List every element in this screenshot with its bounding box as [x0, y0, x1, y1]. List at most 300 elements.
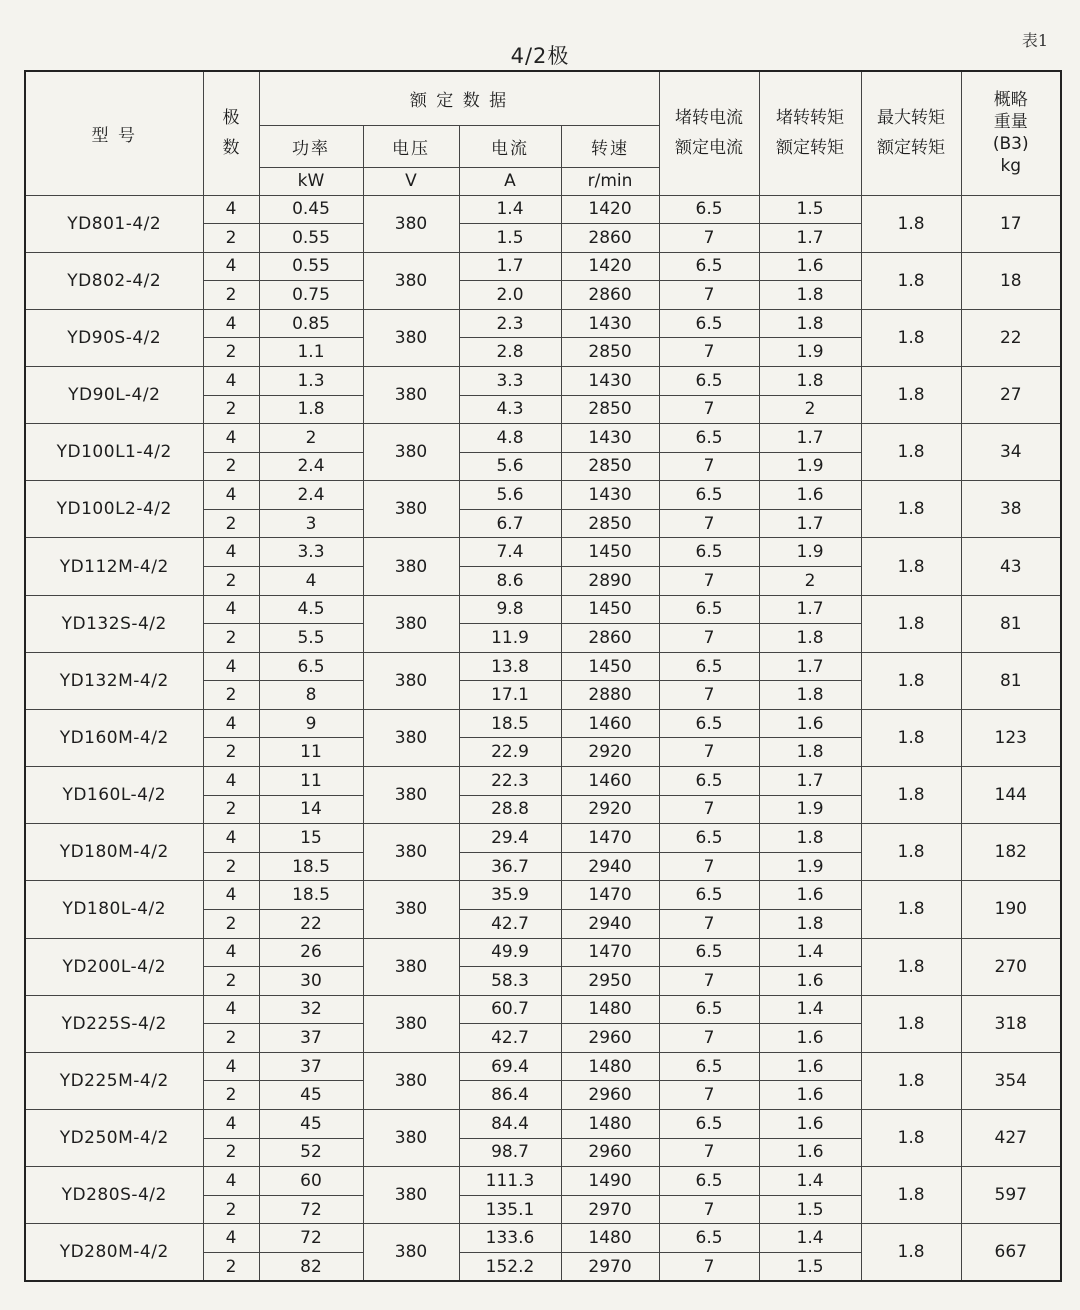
weight-cell: 81 — [961, 652, 1061, 709]
locked-torque-ratio-cell: 1.8 — [759, 309, 861, 338]
current-cell: 13.8 — [459, 652, 561, 681]
current-cell: 8.6 — [459, 567, 561, 596]
max-torque-ratio-cell: 1.8 — [861, 1052, 961, 1109]
current-cell: 22.3 — [459, 767, 561, 796]
table-row — [25, 366, 1061, 395]
locked-torque-ratio-cell: 1.9 — [759, 452, 861, 481]
header-locked-current-bottom: 额定电流 — [675, 138, 744, 159]
header-max-torque-top: 最大转矩 — [877, 108, 946, 129]
voltage-cell: 380 — [363, 709, 459, 766]
weight-cell: 182 — [961, 824, 1061, 881]
weight-cell: 318 — [961, 995, 1061, 1052]
table-row — [25, 1167, 1061, 1196]
locked-current-ratio-cell: 7 — [659, 338, 759, 367]
locked-current-ratio-cell: 6.5 — [659, 767, 759, 796]
speed-cell: 2940 — [561, 909, 659, 938]
weight-cell: 43 — [961, 538, 1061, 595]
voltage-cell: 380 — [363, 1224, 459, 1282]
power-cell: 1.1 — [259, 338, 363, 367]
power-cell: 0.55 — [259, 252, 363, 281]
weight-cell: 123 — [961, 709, 1061, 766]
table-title: 4/2极 — [510, 44, 570, 68]
max-torque-ratio-cell: 1.8 — [861, 309, 961, 366]
speed-cell: 2950 — [561, 967, 659, 996]
voltage-cell: 380 — [363, 824, 459, 881]
speed-cell: 1430 — [561, 309, 659, 338]
current-cell: 98.7 — [459, 1138, 561, 1167]
max-torque-ratio-cell: 1.8 — [861, 195, 961, 252]
speed-cell: 1430 — [561, 424, 659, 453]
speed-cell: 2940 — [561, 852, 659, 881]
locked-current-ratio-cell: 6.5 — [659, 538, 759, 567]
header-weight-l3: (B3) — [992, 134, 1029, 155]
unit-current: A — [459, 167, 561, 195]
poles-cell: 2 — [203, 681, 259, 710]
locked-current-ratio-cell: 7 — [659, 738, 759, 767]
locked-current-ratio-cell: 6.5 — [659, 595, 759, 624]
locked-torque-ratio-cell: 1.5 — [759, 195, 861, 224]
max-torque-ratio-cell: 1.8 — [861, 1224, 961, 1282]
current-cell: 49.9 — [459, 938, 561, 967]
power-cell: 18.5 — [259, 881, 363, 910]
power-cell: 37 — [259, 1052, 363, 1081]
locked-torque-ratio-cell: 1.6 — [759, 1052, 861, 1081]
locked-torque-ratio-cell: 1.6 — [759, 252, 861, 281]
power-cell: 60 — [259, 1167, 363, 1196]
locked-current-ratio-cell: 6.5 — [659, 1110, 759, 1139]
poles-cell: 4 — [203, 1224, 259, 1253]
power-cell: 2 — [259, 424, 363, 453]
max-torque-ratio-cell: 1.8 — [861, 995, 961, 1052]
poles-cell: 2 — [203, 795, 259, 824]
model-cell: YD225S-4/2 — [25, 995, 203, 1052]
locked-current-ratio-cell: 6.5 — [659, 881, 759, 910]
poles-cell: 4 — [203, 709, 259, 738]
table-row — [25, 881, 1061, 910]
voltage-cell: 380 — [363, 995, 459, 1052]
header-max-torque — [861, 71, 961, 195]
locked-torque-ratio-cell: 1.5 — [759, 1195, 861, 1224]
locked-torque-ratio-cell: 1.4 — [759, 1224, 861, 1253]
locked-current-ratio-cell: 6.5 — [659, 709, 759, 738]
header-locked-current — [659, 71, 759, 195]
power-cell: 8 — [259, 681, 363, 710]
header-locked-current-top: 堵转电流 — [675, 108, 744, 129]
table-row — [25, 652, 1061, 681]
current-cell: 22.9 — [459, 738, 561, 767]
speed-cell: 2860 — [561, 624, 659, 653]
locked-current-ratio-cell: 6.5 — [659, 195, 759, 224]
model-cell: YD132M-4/2 — [25, 652, 203, 709]
table-row — [25, 595, 1061, 624]
power-cell: 0.75 — [259, 281, 363, 310]
header-speed: 转速 — [561, 125, 659, 167]
poles-cell: 2 — [203, 452, 259, 481]
locked-torque-ratio-cell: 1.6 — [759, 967, 861, 996]
weight-cell: 354 — [961, 1052, 1061, 1109]
locked-current-ratio-cell: 6.5 — [659, 995, 759, 1024]
locked-torque-ratio-cell: 1.7 — [759, 767, 861, 796]
power-cell: 2.4 — [259, 452, 363, 481]
power-cell: 82 — [259, 1252, 363, 1281]
weight-cell: 22 — [961, 309, 1061, 366]
speed-cell: 2890 — [561, 567, 659, 596]
max-torque-ratio-cell: 1.8 — [861, 538, 961, 595]
model-cell: YD160L-4/2 — [25, 767, 203, 824]
poles-cell: 2 — [203, 909, 259, 938]
current-cell: 2.3 — [459, 309, 561, 338]
locked-current-ratio-cell: 7 — [659, 1081, 759, 1110]
voltage-cell: 380 — [363, 366, 459, 423]
poles-cell: 2 — [203, 738, 259, 767]
poles-cell: 2 — [203, 1138, 259, 1167]
current-cell: 111.3 — [459, 1167, 561, 1196]
unit-voltage: V — [363, 167, 459, 195]
speed-cell: 1480 — [561, 995, 659, 1024]
poles-cell: 4 — [203, 252, 259, 281]
locked-torque-ratio-cell: 1.9 — [759, 338, 861, 367]
speed-cell: 1420 — [561, 195, 659, 224]
power-cell: 15 — [259, 824, 363, 853]
header-rated-data: 额 定 数 据 — [259, 71, 659, 125]
locked-current-ratio-cell: 7 — [659, 909, 759, 938]
voltage-cell: 380 — [363, 195, 459, 252]
header-model: 型 号 — [25, 71, 203, 195]
weight-cell: 667 — [961, 1224, 1061, 1282]
unit-speed: r/min — [561, 167, 659, 195]
speed-cell: 2970 — [561, 1252, 659, 1281]
locked-torque-ratio-cell: 1.6 — [759, 481, 861, 510]
poles-cell: 2 — [203, 395, 259, 424]
speed-cell: 1480 — [561, 1052, 659, 1081]
poles-cell: 4 — [203, 481, 259, 510]
model-cell: YD100L2-4/2 — [25, 481, 203, 538]
header-current: 电流 — [459, 125, 561, 167]
voltage-cell: 380 — [363, 881, 459, 938]
max-torque-ratio-cell: 1.8 — [861, 481, 961, 538]
table-row — [25, 481, 1061, 510]
model-cell: YD200L-4/2 — [25, 938, 203, 995]
max-torque-ratio-cell: 1.8 — [861, 881, 961, 938]
current-cell: 135.1 — [459, 1195, 561, 1224]
current-cell: 5.6 — [459, 481, 561, 510]
header-max-torque-bottom: 额定转矩 — [877, 138, 946, 159]
locked-current-ratio-cell: 7 — [659, 395, 759, 424]
poles-cell: 4 — [203, 824, 259, 853]
poles-cell: 4 — [203, 1167, 259, 1196]
locked-torque-ratio-cell: 1.7 — [759, 652, 861, 681]
header-weight — [961, 71, 1061, 195]
locked-torque-ratio-cell: 1.6 — [759, 1110, 861, 1139]
current-cell: 86.4 — [459, 1081, 561, 1110]
poles-cell: 2 — [203, 567, 259, 596]
poles-cell: 4 — [203, 424, 259, 453]
power-cell: 22 — [259, 909, 363, 938]
poles-cell: 2 — [203, 224, 259, 253]
power-cell: 30 — [259, 967, 363, 996]
speed-cell: 1420 — [561, 252, 659, 281]
unit-power: kW — [259, 167, 363, 195]
current-cell: 7.4 — [459, 538, 561, 567]
model-cell: YD225M-4/2 — [25, 1052, 203, 1109]
locked-torque-ratio-cell: 1.9 — [759, 795, 861, 824]
max-torque-ratio-cell: 1.8 — [861, 424, 961, 481]
locked-torque-ratio-cell: 1.8 — [759, 738, 861, 767]
speed-cell: 2880 — [561, 681, 659, 710]
locked-current-ratio-cell: 6.5 — [659, 652, 759, 681]
speed-cell: 2960 — [561, 1138, 659, 1167]
model-cell: YD90L-4/2 — [25, 366, 203, 423]
max-torque-ratio-cell: 1.8 — [861, 652, 961, 709]
weight-cell: 270 — [961, 938, 1061, 995]
table-row — [25, 252, 1061, 281]
table-row — [25, 824, 1061, 853]
current-cell: 4.8 — [459, 424, 561, 453]
weight-cell: 34 — [961, 424, 1061, 481]
locked-torque-ratio-cell: 1.7 — [759, 224, 861, 253]
locked-torque-ratio-cell: 1.7 — [759, 424, 861, 453]
locked-current-ratio-cell: 7 — [659, 852, 759, 881]
locked-current-ratio-cell: 6.5 — [659, 1224, 759, 1253]
locked-current-ratio-cell: 7 — [659, 624, 759, 653]
power-cell: 5.5 — [259, 624, 363, 653]
locked-torque-ratio-cell: 1.7 — [759, 595, 861, 624]
power-cell: 6.5 — [259, 652, 363, 681]
max-torque-ratio-cell: 1.8 — [861, 709, 961, 766]
max-torque-ratio-cell: 1.8 — [861, 938, 961, 995]
speed-cell: 1450 — [561, 595, 659, 624]
locked-current-ratio-cell: 7 — [659, 509, 759, 538]
locked-torque-ratio-cell: 1.8 — [759, 824, 861, 853]
table-row — [25, 1052, 1061, 1081]
poles-cell: 4 — [203, 309, 259, 338]
max-torque-ratio-cell: 1.8 — [861, 595, 961, 652]
table-row — [25, 195, 1061, 224]
table-row — [25, 424, 1061, 453]
poles-cell: 4 — [203, 881, 259, 910]
poles-cell: 2 — [203, 852, 259, 881]
speed-cell: 1480 — [561, 1224, 659, 1253]
current-cell: 28.8 — [459, 795, 561, 824]
poles-cell: 4 — [203, 538, 259, 567]
model-cell: YD280S-4/2 — [25, 1167, 203, 1224]
locked-current-ratio-cell: 7 — [659, 681, 759, 710]
current-cell: 60.7 — [459, 995, 561, 1024]
table-row — [25, 995, 1061, 1024]
max-torque-ratio-cell: 1.8 — [861, 366, 961, 423]
model-cell: YD90S-4/2 — [25, 309, 203, 366]
poles-cell: 4 — [203, 195, 259, 224]
current-cell: 18.5 — [459, 709, 561, 738]
locked-torque-ratio-cell: 1.5 — [759, 1252, 861, 1281]
voltage-cell: 380 — [363, 424, 459, 481]
speed-cell: 2850 — [561, 509, 659, 538]
weight-cell: 427 — [961, 1110, 1061, 1167]
locked-torque-ratio-cell: 1.4 — [759, 995, 861, 1024]
locked-torque-ratio-cell: 1.9 — [759, 852, 861, 881]
speed-cell: 2920 — [561, 795, 659, 824]
max-torque-ratio-cell: 1.8 — [861, 1167, 961, 1224]
voltage-cell: 380 — [363, 481, 459, 538]
poles-cell: 4 — [203, 1052, 259, 1081]
power-cell: 11 — [259, 767, 363, 796]
header-weight-l2: 重量 — [993, 112, 1028, 133]
speed-cell: 1490 — [561, 1167, 659, 1196]
current-cell: 1.7 — [459, 252, 561, 281]
model-cell: YD132S-4/2 — [25, 595, 203, 652]
model-cell: YD180L-4/2 — [25, 881, 203, 938]
table-row — [25, 1224, 1061, 1253]
locked-torque-ratio-cell: 1.4 — [759, 1167, 861, 1196]
weight-cell: 17 — [961, 195, 1061, 252]
model-cell: YD112M-4/2 — [25, 538, 203, 595]
model-cell: YD250M-4/2 — [25, 1110, 203, 1167]
speed-cell: 2920 — [561, 738, 659, 767]
table-header — [25, 71, 1061, 195]
speed-cell: 2850 — [561, 452, 659, 481]
locked-current-ratio-cell: 6.5 — [659, 824, 759, 853]
weight-cell: 38 — [961, 481, 1061, 538]
table-row — [25, 309, 1061, 338]
power-cell: 45 — [259, 1081, 363, 1110]
poles-cell: 2 — [203, 1195, 259, 1224]
poles-cell: 2 — [203, 624, 259, 653]
table-row — [25, 709, 1061, 738]
current-cell: 84.4 — [459, 1110, 561, 1139]
power-cell: 72 — [259, 1195, 363, 1224]
header-locked-torque-bottom: 额定转矩 — [776, 138, 845, 159]
poles-cell: 4 — [203, 938, 259, 967]
speed-cell: 2860 — [561, 224, 659, 253]
locked-torque-ratio-cell: 2 — [759, 567, 861, 596]
header-weight-l4: kg — [1000, 156, 1022, 177]
locked-torque-ratio-cell: 1.7 — [759, 509, 861, 538]
header-locked-torque-top: 堵转转矩 — [776, 108, 845, 129]
voltage-cell: 380 — [363, 1052, 459, 1109]
power-cell: 18.5 — [259, 852, 363, 881]
speed-cell: 2960 — [561, 1081, 659, 1110]
voltage-cell: 380 — [363, 652, 459, 709]
voltage-cell: 380 — [363, 938, 459, 995]
header-weight-l1: 概略 — [993, 90, 1028, 111]
voltage-cell: 380 — [363, 252, 459, 309]
locked-torque-ratio-cell: 1.6 — [759, 1024, 861, 1053]
power-cell: 0.85 — [259, 309, 363, 338]
current-cell: 6.7 — [459, 509, 561, 538]
model-cell: YD801-4/2 — [25, 195, 203, 252]
locked-torque-ratio-cell: 1.8 — [759, 281, 861, 310]
current-cell: 42.7 — [459, 1024, 561, 1053]
table-body — [25, 195, 1061, 1281]
current-cell: 69.4 — [459, 1052, 561, 1081]
speed-cell: 1430 — [561, 481, 659, 510]
power-cell: 0.45 — [259, 195, 363, 224]
header-power: 功率 — [259, 125, 363, 167]
weight-cell: 597 — [961, 1167, 1061, 1224]
poles-cell: 4 — [203, 366, 259, 395]
model-cell: YD180M-4/2 — [25, 824, 203, 881]
model-cell: YD280M-4/2 — [25, 1224, 203, 1282]
poles-cell: 4 — [203, 652, 259, 681]
weight-cell: 18 — [961, 252, 1061, 309]
locked-current-ratio-cell: 7 — [659, 567, 759, 596]
locked-torque-ratio-cell: 1.8 — [759, 909, 861, 938]
current-cell: 3.3 — [459, 366, 561, 395]
locked-current-ratio-cell: 6.5 — [659, 252, 759, 281]
locked-torque-ratio-cell: 1.8 — [759, 681, 861, 710]
model-cell: YD802-4/2 — [25, 252, 203, 309]
locked-current-ratio-cell: 7 — [659, 1024, 759, 1053]
poles-cell: 4 — [203, 595, 259, 624]
speed-cell: 1470 — [561, 881, 659, 910]
power-cell: 72 — [259, 1224, 363, 1253]
speed-cell: 2850 — [561, 395, 659, 424]
table-row — [25, 1110, 1061, 1139]
weight-cell: 27 — [961, 366, 1061, 423]
model-cell: YD100L1-4/2 — [25, 424, 203, 481]
locked-torque-ratio-cell: 1.6 — [759, 1081, 861, 1110]
locked-current-ratio-cell: 7 — [659, 1252, 759, 1281]
speed-cell: 1450 — [561, 652, 659, 681]
speed-cell: 2970 — [561, 1195, 659, 1224]
locked-torque-ratio-cell: 1.8 — [759, 366, 861, 395]
poles-cell: 2 — [203, 509, 259, 538]
max-torque-ratio-cell: 1.8 — [861, 767, 961, 824]
poles-cell: 4 — [203, 995, 259, 1024]
power-cell: 4 — [259, 567, 363, 596]
locked-current-ratio-cell: 6.5 — [659, 366, 759, 395]
current-cell: 152.2 — [459, 1252, 561, 1281]
locked-current-ratio-cell: 6.5 — [659, 1052, 759, 1081]
power-cell: 2.4 — [259, 481, 363, 510]
poles-cell: 2 — [203, 338, 259, 367]
current-cell: 36.7 — [459, 852, 561, 881]
locked-torque-ratio-cell: 1.6 — [759, 881, 861, 910]
max-torque-ratio-cell: 1.8 — [861, 824, 961, 881]
model-cell: YD160M-4/2 — [25, 709, 203, 766]
locked-current-ratio-cell: 7 — [659, 795, 759, 824]
current-cell: 29.4 — [459, 824, 561, 853]
current-cell: 11.9 — [459, 624, 561, 653]
locked-torque-ratio-cell: 2 — [759, 395, 861, 424]
locked-current-ratio-cell: 7 — [659, 1195, 759, 1224]
power-cell: 3.3 — [259, 538, 363, 567]
poles-cell: 2 — [203, 967, 259, 996]
current-cell: 42.7 — [459, 909, 561, 938]
locked-current-ratio-cell: 7 — [659, 967, 759, 996]
header-poles-text: 极数 — [222, 108, 240, 159]
locked-current-ratio-cell: 6.5 — [659, 1167, 759, 1196]
power-cell: 0.55 — [259, 224, 363, 253]
table-number-label: 表1 — [1021, 31, 1048, 50]
current-cell: 9.8 — [459, 595, 561, 624]
power-cell: 32 — [259, 995, 363, 1024]
speed-cell: 1430 — [561, 366, 659, 395]
table-row — [25, 938, 1061, 967]
power-cell: 26 — [259, 938, 363, 967]
speed-cell: 1450 — [561, 538, 659, 567]
weight-cell: 81 — [961, 595, 1061, 652]
locked-current-ratio-cell: 7 — [659, 452, 759, 481]
power-cell: 14 — [259, 795, 363, 824]
locked-torque-ratio-cell: 1.6 — [759, 1138, 861, 1167]
power-cell: 4.5 — [259, 595, 363, 624]
current-cell: 133.6 — [459, 1224, 561, 1253]
current-cell: 1.4 — [459, 195, 561, 224]
voltage-cell: 380 — [363, 538, 459, 595]
locked-torque-ratio-cell: 1.9 — [759, 538, 861, 567]
header-locked-torque — [759, 71, 861, 195]
